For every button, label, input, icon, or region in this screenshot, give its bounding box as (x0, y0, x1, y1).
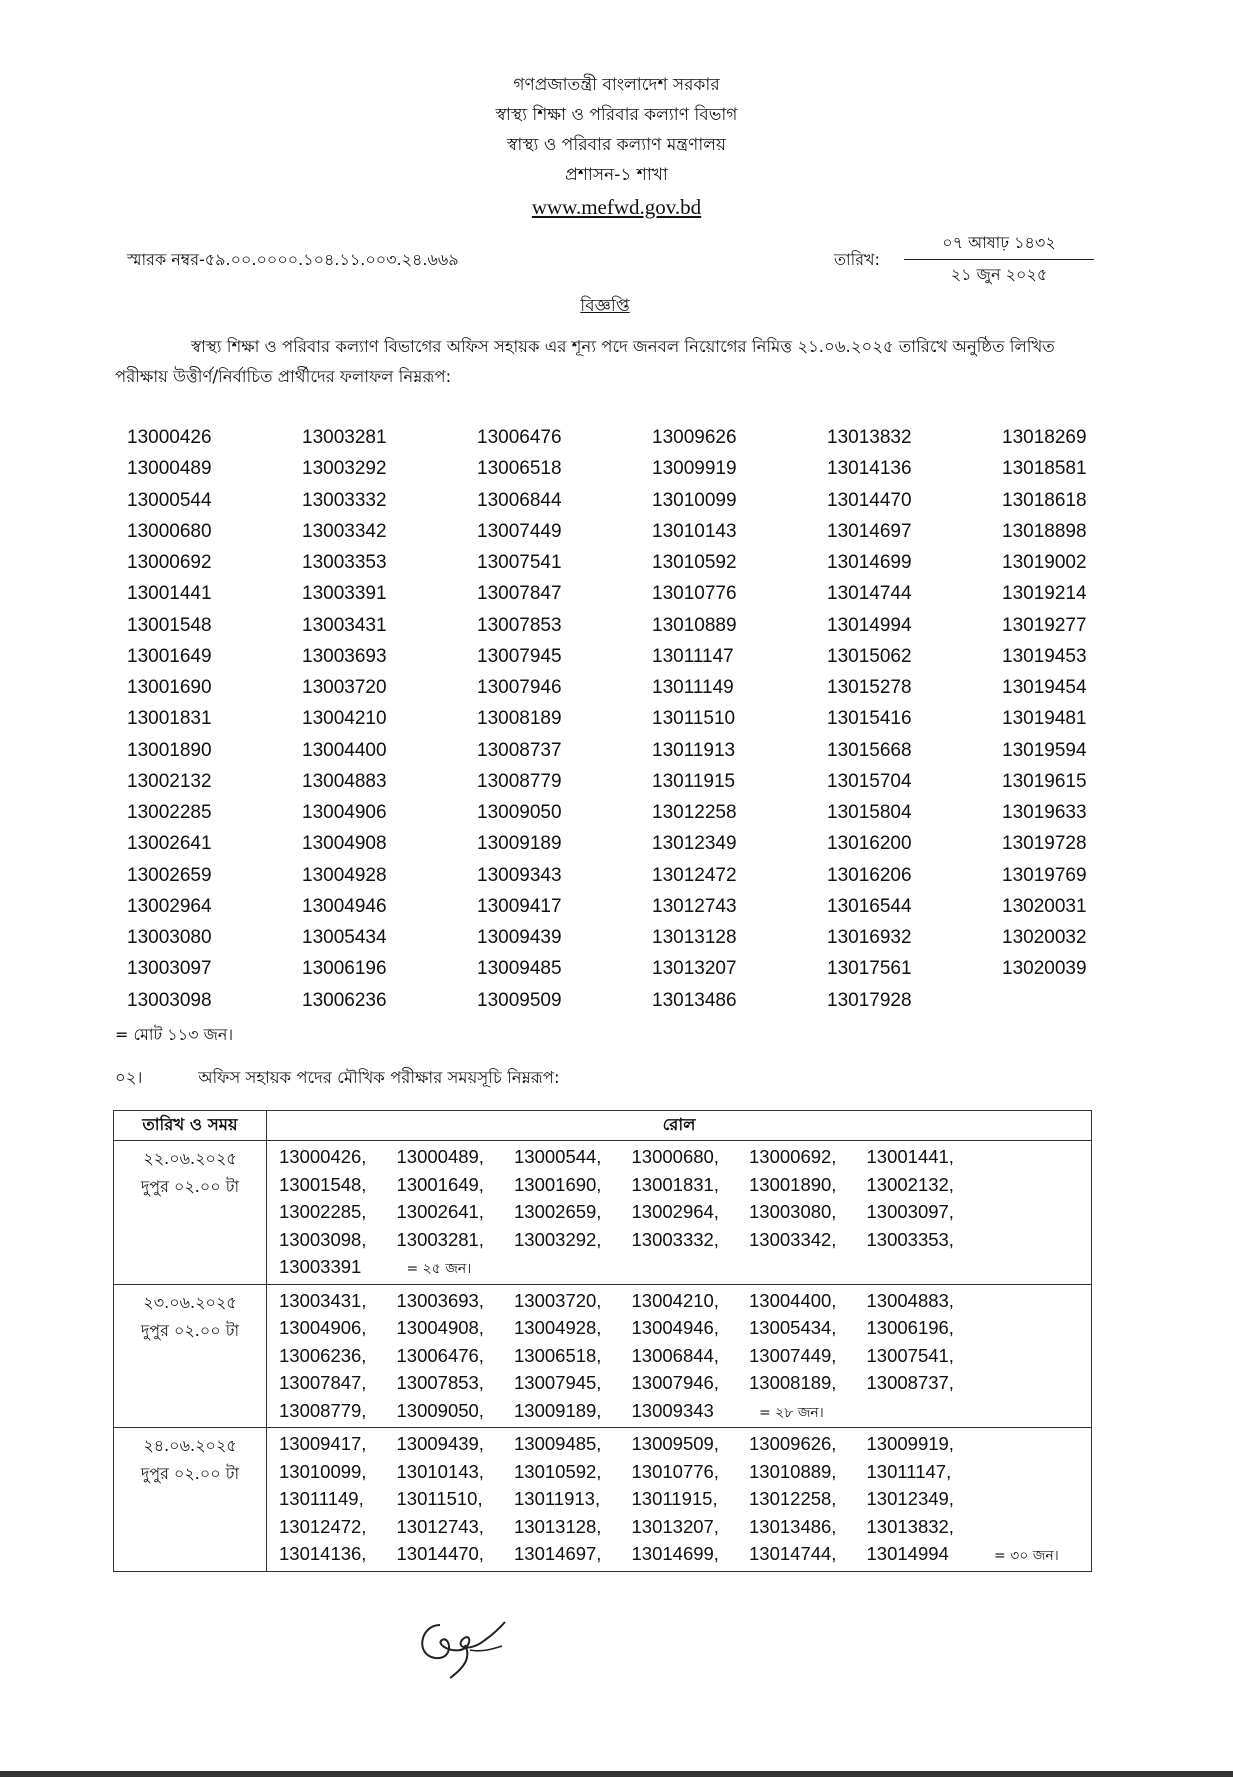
schedule-roll: 13014470, (396, 1543, 484, 1564)
schedule-roll: 13010592, (514, 1460, 602, 1482)
schedule-roll: 13002132, (866, 1173, 954, 1195)
schedule-roll: 13010889, (749, 1460, 837, 1482)
roll-number: 13007946 (477, 677, 562, 698)
roll-number: 13004946 (302, 895, 387, 917)
schedule-roll: 13013486, (749, 1515, 837, 1537)
roll-number: 13016200 (827, 833, 912, 855)
roll-number: 13013207 (652, 958, 737, 980)
scan-edge (0, 1771, 1233, 1777)
roll-column (652, 422, 737, 1016)
roll-number: 13007853 (477, 614, 562, 636)
roll-number: 13003098 (127, 989, 212, 1011)
roll-number: 13019454 (1002, 677, 1087, 698)
schedule-roll: 13003080, (749, 1201, 837, 1222)
roll-number: 13019481 (1002, 708, 1087, 730)
roll-column (302, 422, 387, 1016)
schedule-roll: 13003391 (279, 1256, 362, 1277)
roll-number: 13001890 (127, 739, 212, 761)
roll-number: 13004908 (302, 833, 387, 855)
header-date-time: তারিখ ও সময় (114, 1111, 267, 1141)
roll-number: 13012349 (652, 833, 737, 855)
roll-number: 13017561 (827, 958, 912, 980)
schedule-roll: 13000544, (514, 1146, 602, 1167)
roll-number: 13003281 (302, 427, 387, 448)
schedule-roll: 13003353, (866, 1228, 954, 1250)
roll-number: 13001548 (127, 614, 212, 636)
roll-number: 13013486 (652, 989, 737, 1011)
signature-graphic (410, 1610, 510, 1680)
roll-number: 13009509 (477, 989, 562, 1011)
roll-number: 13002132 (127, 770, 212, 792)
header-website: www.mefwd.gov.bd (531, 195, 702, 219)
schedule-roll: 13001831, (631, 1173, 719, 1195)
header-branch: প্রশাসন-১ শাখা (565, 165, 668, 185)
roll-number: 13011915 (652, 770, 736, 792)
roll-number: 13009626 (652, 427, 737, 448)
roll-number: 13004883 (302, 770, 387, 792)
schedule-roll: 13009509, (631, 1433, 719, 1454)
roll-number: 13015804 (827, 802, 912, 823)
roll-number: 13019453 (1002, 645, 1087, 667)
roll-number: 13003332 (302, 489, 387, 511)
schedule-roll: 13004906, (279, 1317, 367, 1338)
roll-number: 13003080 (127, 927, 212, 948)
schedule-roll: 13003097, (866, 1201, 954, 1222)
header-division: স্বাস্থ্য শিক্ষা ও পরিবার কল্যাণ বিভাগ (495, 105, 738, 125)
schedule-roll: 13012258, (749, 1488, 837, 1509)
roll-number: 13012743 (652, 895, 737, 917)
schedule-count: = ২৫ জন। (406, 1261, 472, 1277)
schedule-roll: 13013128, (514, 1515, 602, 1537)
schedule-roll: 13001690, (514, 1173, 602, 1195)
schedule-roll: 13009919, (866, 1433, 954, 1454)
schedule-roll: 13001548, (279, 1173, 367, 1195)
roll-number: 13019594 (1002, 739, 1087, 761)
schedule-roll: 13003292, (514, 1228, 602, 1250)
schedule-roll: 13003693, (396, 1289, 484, 1311)
schedule-time: দুপুর ০২.০০ টা (140, 1177, 240, 1196)
schedule-roll: 13003342, (749, 1228, 837, 1250)
schedule-roll: 13009343 (631, 1399, 714, 1421)
header-government: গণপ্রজাতন্ত্রী বাংলাদেশ সরকার (513, 75, 720, 95)
roll-number: 13006196 (302, 958, 387, 980)
schedule-roll: 13007946, (631, 1372, 719, 1393)
roll-number: 13015668 (827, 739, 912, 761)
intro-paragraph: স্বাস্থ্য শিক্ষা ও পরিবার কল্যাণ বিভাগের অফিস সহায়ক এর শূন্য পদে জনবল নিয়োগের নিমিত্ত ২১.০৬.২০২৫ তারিখে অনুষ্ঠিত লিখিত পরীক্ষায় উত্তীর্ণ/নির্বাচিত প্রার্থীদের ফলাফল নিম্নরূপ: (115, 337, 1055, 386)
schedule-roll: 13014744, (749, 1543, 837, 1564)
viva-schedule-table (113, 1110, 1092, 1572)
roll-number: 13018269 (1002, 427, 1087, 448)
roll-number: 13008779 (477, 770, 562, 792)
schedule-count: = ২৮ জন। (759, 1404, 824, 1421)
schedule-roll: 13003332, (631, 1228, 719, 1250)
schedule-roll: 13011510, (396, 1488, 483, 1509)
roll-column (127, 422, 212, 1016)
schedule-roll: 13004400, (749, 1289, 837, 1311)
schedule-roll: 13012472, (279, 1515, 367, 1537)
schedule-roll: 13014136, (279, 1543, 367, 1564)
signature (410, 1610, 510, 1684)
schedule-date: ২২.০৬.২০২৫ (143, 1149, 237, 1168)
schedule-roll: 13014994 (866, 1543, 949, 1564)
schedule-roll: 13009485, (514, 1433, 602, 1454)
schedule-roll: 13013207, (631, 1515, 719, 1537)
roll-number: 13011510 (652, 708, 736, 730)
schedule-rolls-cell (267, 1284, 1092, 1428)
schedule-roll: 13006518, (514, 1344, 602, 1366)
roll-number: 13016932 (827, 927, 912, 948)
roll-number: 13019769 (1002, 864, 1087, 886)
roll-number: 13014470 (827, 489, 912, 511)
schedule-roll: 13012349, (866, 1488, 954, 1509)
schedule-roll: 13000680, (631, 1146, 719, 1167)
roll-number: 13009343 (477, 864, 562, 886)
roll-column (477, 422, 562, 1016)
roll-number: 13012258 (652, 802, 737, 823)
schedule-roll: 13009439, (396, 1433, 484, 1454)
roll-number: 13020031 (1002, 895, 1087, 917)
roll-number: 13000426 (127, 427, 212, 448)
schedule-roll: 13013832, (866, 1515, 954, 1537)
roll-number: 13015062 (827, 645, 912, 667)
table-row (114, 1284, 1092, 1428)
roll-number: 13019214 (1002, 583, 1087, 605)
roll-number: 13014699 (827, 552, 912, 573)
roll-number: 13009417 (477, 895, 562, 917)
schedule-roll: 13002964, (631, 1201, 719, 1222)
roll-number: 13015278 (827, 677, 912, 698)
schedule-roll: 13011149, (279, 1488, 364, 1509)
roll-number: 13004928 (302, 864, 387, 886)
schedule-roll: 13001649, (396, 1173, 484, 1195)
date-bangla: ০৭ আষাঢ় ১৪৩২ (904, 230, 1094, 260)
roll-number: 13010776 (652, 583, 737, 605)
roll-number: 13003431 (302, 614, 387, 636)
roll-number: 13013832 (827, 427, 912, 448)
roll-number: 13001690 (127, 677, 212, 698)
roll-number: 13008189 (477, 708, 562, 730)
header-ministry: স্বাস্থ্য ও পরিবার কল্যাণ মন্ত্রণালয় (507, 135, 726, 155)
roll-number: 13007945 (477, 645, 562, 667)
schedule-roll: 13009050, (396, 1399, 484, 1421)
memo-number: স্মারক নম্বর-৫৯.০০.০০০০.১০৪.১১.০০৩.২৪.৬৬৯ (127, 250, 459, 269)
roll-number: 13019277 (1002, 614, 1087, 636)
schedule-roll: 13004908, (396, 1317, 484, 1338)
roll-number: 13010099 (652, 489, 737, 511)
roll-number: 13001649 (127, 645, 212, 667)
schedule-roll: 13008189, (749, 1372, 837, 1393)
roll-number: 13008737 (477, 739, 562, 761)
roll-number: 13006518 (477, 458, 562, 480)
roll-number: 13012472 (652, 864, 737, 886)
roll-column (827, 422, 912, 1016)
roll-number: 13014994 (827, 614, 912, 636)
schedule-roll: 13009417, (279, 1433, 367, 1454)
roll-number: 13003342 (302, 520, 387, 542)
schedule-roll: 13000426, (279, 1146, 367, 1167)
roll-number: 13019002 (1002, 552, 1087, 573)
roll-number: 13007541 (477, 552, 562, 573)
schedule-roll: 13012743, (396, 1515, 484, 1537)
roll-number: 13004906 (302, 802, 387, 823)
schedule-roll: 13005434, (749, 1317, 837, 1338)
roll-number: 13010889 (652, 614, 737, 636)
schedule-roll: 13000489, (396, 1146, 484, 1167)
schedule-roll: 13014699, (631, 1543, 719, 1564)
schedule-time: দুপুর ০২.০০ টা (140, 1320, 240, 1340)
roll-number: 13001441 (127, 583, 212, 605)
schedule-rolls-cell (267, 1141, 1092, 1285)
schedule-roll: 13004946, (631, 1317, 719, 1338)
schedule-roll: 13007847, (279, 1372, 367, 1393)
schedule-roll: 13007945, (514, 1372, 602, 1393)
schedule-date-cell (114, 1428, 267, 1572)
schedule-roll: 13010099, (279, 1460, 367, 1482)
schedule-roll: 13009189, (514, 1399, 602, 1421)
roll-number: 13004400 (302, 739, 387, 761)
schedule-roll: 13014697, (514, 1543, 602, 1564)
schedule-roll: 13010143, (396, 1460, 484, 1482)
roll-number: 13009189 (477, 833, 562, 855)
roll-number: 13020032 (1002, 927, 1087, 948)
table-row (114, 1428, 1092, 1572)
roll-number: 13000680 (127, 520, 212, 542)
schedule-roll: 13006844, (631, 1344, 719, 1366)
schedule-roll: 13004883, (866, 1289, 954, 1311)
roll-number: 13006476 (477, 427, 562, 448)
roll-number: 13003720 (302, 677, 387, 698)
roll-number: 13009050 (477, 802, 562, 823)
roll-number: 13010143 (652, 520, 737, 542)
roll-number: 13003097 (127, 958, 212, 980)
roll-number: 13000544 (127, 489, 212, 511)
roll-number: 13011913 (652, 739, 736, 761)
roll-number: 13009485 (477, 958, 562, 980)
roll-number: 13019728 (1002, 833, 1087, 855)
schedule-roll: 13006196, (866, 1317, 954, 1338)
roll-number: 13005434 (302, 927, 387, 948)
schedule-roll: 13006236, (279, 1344, 367, 1366)
schedule-roll: 13011147, (866, 1460, 952, 1482)
roll-number: 13003353 (302, 552, 387, 573)
schedule-roll: 13010776, (631, 1460, 719, 1482)
section-2-heading (115, 1065, 560, 1092)
date-english: ২১ জুন ২০২৫ (950, 265, 1048, 284)
total-count: = মোট ১১৩ জন। (115, 1025, 234, 1044)
schedule-roll: 13006476, (396, 1344, 484, 1366)
schedule-roll: 13011915, (631, 1488, 718, 1509)
roll-column (1002, 422, 1087, 985)
roll-number: 13017928 (827, 989, 912, 1011)
table-header-row (114, 1111, 1092, 1141)
schedule-roll: 13009626, (749, 1433, 837, 1454)
schedule-roll: 13007541, (866, 1344, 954, 1366)
schedule-roll: 13007449, (749, 1344, 837, 1366)
roll-number: 13002964 (127, 895, 212, 917)
roll-number: 13019615 (1002, 770, 1087, 792)
roll-number: 13018618 (1002, 489, 1087, 511)
roll-number: 13006844 (477, 489, 562, 511)
roll-number: 13014744 (827, 583, 912, 605)
roll-number: 13016544 (827, 895, 912, 917)
roll-number: 13010592 (652, 552, 737, 573)
schedule-date: ২৩.০৬.২০২৫ (143, 1292, 237, 1312)
schedule-roll: 13003098, (279, 1228, 367, 1250)
schedule-rolls-cell (267, 1428, 1092, 1572)
roll-number: 13001831 (127, 708, 212, 730)
schedule-roll: 13001441, (866, 1146, 954, 1167)
schedule-date-cell (114, 1284, 267, 1428)
schedule-roll: 13002285, (279, 1201, 367, 1222)
roll-number: 13013128 (652, 927, 737, 948)
schedule-date-cell (114, 1141, 267, 1285)
schedule-count: = ৩০ জন। (994, 1548, 1059, 1564)
roll-number: 13007847 (477, 583, 562, 605)
schedule-roll: 13003431, (279, 1289, 367, 1311)
roll-number: 13014697 (827, 520, 912, 542)
roll-number: 13009919 (652, 458, 737, 480)
table-row (114, 1141, 1092, 1285)
roll-number: 13003391 (302, 583, 387, 605)
roll-number: 13002285 (127, 802, 212, 823)
roll-number: 13011149 (652, 677, 734, 698)
letterhead (0, 70, 1233, 222)
roll-number: 13015704 (827, 770, 912, 792)
roll-number: 13007449 (477, 520, 562, 542)
roll-number: 13003693 (302, 645, 387, 667)
schedule-time: দুপুর ০২.০০ টা (140, 1464, 240, 1483)
roll-number: 13000489 (127, 458, 212, 480)
roll-number: 13002641 (127, 833, 212, 855)
roll-number: 13015416 (827, 708, 912, 730)
roll-number: 13002659 (127, 864, 212, 886)
schedule-roll: 13002641, (396, 1201, 484, 1222)
schedule-roll: 13008779, (279, 1399, 367, 1421)
schedule-roll: 13004210, (631, 1289, 719, 1311)
roll-number: 13019633 (1002, 802, 1087, 823)
notice-title: বিজ্ঞপ্তি (580, 296, 630, 316)
schedule-roll: 13007853, (396, 1372, 484, 1393)
schedule-roll: 13004928, (514, 1317, 602, 1338)
schedule-roll: 13000692, (749, 1146, 837, 1167)
roll-number: 13011147 (652, 645, 734, 667)
roll-number: 13018898 (1002, 520, 1087, 542)
schedule-roll: 13003281, (396, 1228, 484, 1250)
roll-number: 13009439 (477, 927, 562, 948)
schedule-roll: 13001890, (749, 1173, 837, 1195)
schedule-roll: 13002659, (514, 1201, 602, 1222)
roll-number: 13018581 (1002, 458, 1087, 480)
roll-number: 13016206 (827, 864, 912, 886)
section-number: ০২। (115, 1068, 143, 1087)
schedule-date: ২৪.০৬.২০২৫ (143, 1436, 237, 1455)
section-text: অফিস সহায়ক পদের মৌখিক পরীক্ষার সময়সূচি নিম্নরূপ: (198, 1068, 560, 1087)
schedule-roll: 13003720, (514, 1289, 602, 1311)
roll-number: 13020039 (1002, 958, 1087, 980)
roll-number: 13004210 (302, 708, 387, 730)
roll-number: 13000692 (127, 552, 212, 573)
roll-number: 13006236 (302, 989, 387, 1011)
schedule-roll: 13008737, (866, 1372, 954, 1393)
roll-number: 13014136 (827, 458, 912, 480)
date-label: তারিখ: (834, 250, 880, 269)
roll-number: 13003292 (302, 458, 387, 480)
schedule-roll: 13011913, (514, 1488, 601, 1509)
header-roll: রোল (267, 1111, 1092, 1141)
